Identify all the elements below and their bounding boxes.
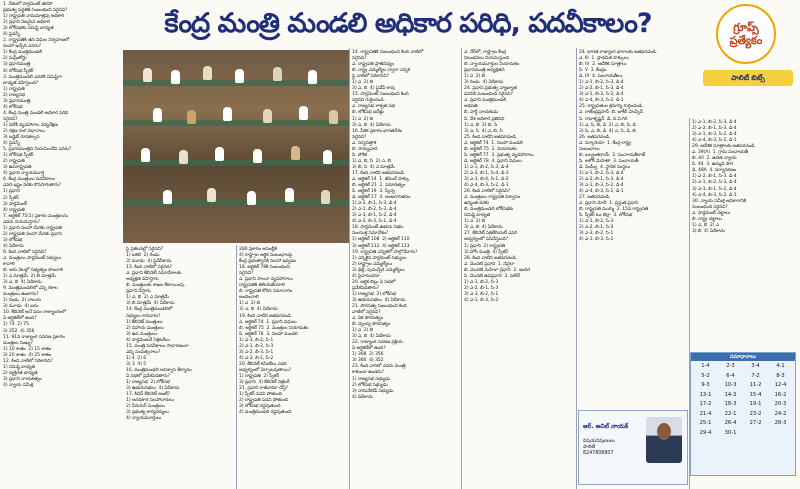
answer-cell: 1-4 bbox=[701, 363, 710, 369]
column-5: ఎ. నేర్‌లో, రాష్ట్రాల కేంద్ర నిబంధనలు నియమిస్తుంది బి. న్యాయమూర్తుల నియామకం ప్రధానమంత్రి అధ్యక్షతన 1) ఎ 2) బి 3) రెండు 4) ఏదీకాదు 24. ప్రధాని ప్రభుత్వ వ్యాఖ్యాత పదవికి సంబంధించి సరైనవి? ఎ. ప్రధాని మంత్రిమండలి అధిపతి బి. పార్టీ నాయకుడు సి. దేశ అధికార ప్రతినిధి 1) ఎ, బి 2) బి, సి 3) ఎ, సి 4) ఎ, బి, సి 25. కింది వాటిని జతపరచండి. ఎ. ఆర్టికల్ 74 1. సలహా మండలి బి. ఆర్టికల్ 75 2. నియామకం సి. ఆర్టికల్ 77 3. ప్రభుత్వ వ్యవహారాలు డి. ఆర్టికల్ 78 4. ప్రధాని విధులు 1) ఎ-1, బి-2, సి-3, డి-4 2) ఎ-2, బి-1, సి-4, డి-3 3) ఎ-3, బి-4, సి-1, డి-2 4) ఎ-4, బి-3, సి-2, డి-1 26. కింది వాటిలో సరైనవి? ఎ. మంత్రులు రాష్ట్రపతి విశ్వాసం ఉన్నంత వరకు బి. మంత్రిమండలి లోక్‌సభకు సమిష్టి బాధ్యత 1) ఎ 2) బి 3) ఎ, బి 4) ఏదీకాదు 27. కేబినెట్ సెక్రటేరియట్ ఎవరి ఆధ్వర్యంలో పనిచేస్తుంది? 1) ప్రధాని 2) రాష్ట్రపతి 3) హోం మంత్రి 4) స్పీకర్ 28. కింది వాటిని జతపరచండి. ఎ. మొదటి ప్రధాని 1. నెహ్రూ బి. మొదటి మహిళా ప్రధాని 2. ఇందిర సి. మొదటి ఉపప్రధాని 3. పటేల్ 1) ఎ-1, బి-2, సి-3 2) ఎ-2, బి-1, సి-3 3) ఎ-3, బి-2, సి-1 4) ఎ-1, బి-3, సి-2 bbox=[464, 50, 534, 303]
answer-cell: 5-2 bbox=[701, 372, 710, 379]
column-7: 1) ఎ-1, బి-2, సి-3, డి-4 2) ఎ-2, బి-1, సి-3, డి-4 3) ఎ-1, బి-3, సి-2, డి-4 4) ఎ-4, బి-3, సి-2, డి-1 29. ఆదేశిక సూత్రాలకు జతపరచండి. ఎ. 39(A) 1. గ్రామ పంచాయతీ బి. 40 2. ఉచిత న్యాయ సి. 44 3. ఉమ్మడి పౌర డి. 48A 4. పర్యావరణం 1) ఎ-2, బి-1, సి-3, డి-4 2) ఎ-1, బి-2, సి-3, డి-4 3) ఎ-3, బి-1, సి-2, డి-4 4) ఎ-4, బి-3, సి-2, డి-1 30. న్యాయ సమీక్ష అధికారానికి సంబంధించి సరైనవి? ఎ. పార్లమెంట్ చట్టాలు బి. రాష్ట్ర చట్టాలు 1) ఎ, బి 2) ఎ 3) బి 4) ఏదీకాదు bbox=[692, 120, 756, 234]
answer-cell: 21-4 bbox=[699, 410, 712, 417]
answers-grid bbox=[691, 361, 795, 439]
answer-cell: 14-3 bbox=[724, 391, 737, 398]
answer-cell: 13-1 bbox=[699, 391, 712, 398]
answer-cell: 25-1 bbox=[699, 420, 712, 426]
answer-cell: 11-2 bbox=[749, 382, 762, 388]
answer-cell: 29-4 bbox=[699, 429, 712, 436]
answer-cell: 4-1 bbox=[776, 363, 785, 369]
answer-cell: 15-4 bbox=[749, 391, 762, 398]
column-6: 24. భారత రాజ్యాంగ భాగాలకు జతపరచండి. ఎ. III 1. ప్రాథమిక హక్కులు బి. IV 2. ఆదేశిక సూత్రాలు సి. V 3. కేంద్రం డి. IX 4. పంచాయతీలు 1) ఎ-1, బి-2, సి-3, డి-4 2) ఎ-2, బి-1, సి-3, డి-4 3) ఎ-1, బి-3, సి-2, డి-4 4) ఎ-4, బి-3, సి-2, డి-1 25. రాష్ట్రపతుల క్రమాన్ని గుర్తించండి. ఎ. రాజేంద్రప్రసాద్ బి. జాకీర్ హుస్సేన్ సి. రాధాకృష్ణన్ డి. వి.వి.గిరి 1) ఎ, సి, బి, డి 2) ఎ, బి, సి, డి 3) సి, ఎ, బి, డి 4) ఎ, సి, డి, బి 26. జతపరచండి. ఎ. సర్కారియా 1. కేంద్ర-రాష్ట్ర సంబంధాలు బి. బల్వంతరాయ్ 2. పంచాయతీరాజ్ సి. అశోక్ మెహతా 3. పంచాయతీ డి. సింఘ్వీ 4. స్థానిక సంస్థలు 1) ఎ-1, బి-2, సి-3, డి-4 2) ఎ-2, బి-1, సి-3, డి-4 3) ఎ-1, బి-3, సి-2, డి-4 4) ఎ-4, బి-3, సి-2, డి-1 27. జతపరచండి. ఎ. ప్రధాని మోదీ 1. ప్రస్తుత ప్రధాని బి. రాష్ట్రపతి ముర్ము 2. 15వ రాష్ట్రపతి సి. స్పీకర్ ఓం బిర్లా 3. లోక్‌సభ 1) ఎ-1, బి-2, సి-3 2) ఎ-2, బి-1, సి-3 3) ఎ-3, బి-2, సి-1 4) ఎ-1, బి-3, సి-2 bbox=[579, 50, 658, 243]
column-2: పై ప్రకటనల్లో సరైనవి? 1) ఒకటి 2) రెండు 3) మూడు 4) పైవేవీకాదు 13. కింది వాటిలో సరైనది? ఎ. ప్రధాని కేబినెట్ సమావేశాలకు అధ్యక్షత వహిస్తారు బి. మంత్రులకు శాఖల కేటాయింపు ప్రధాని చేస్తారు 1) ఎ, బి 2) ఎ మాత్రమే 3) బి మాత్రమే 4) ఏదీకాదు 14. కేంద్ర మంత్రిమండలిలో సభ్యులు కానివారు? 1) కేబినెట్ మంత్రులు 2) సహాయ మంత్రులు 3) ఉప మంత్రులు 4) పార్లమెంటరీ సెక్రటరీలు 15. మంత్రి పదవీకాలం సాధారణంగా ఎన్ని సంవత్సరాలు? 1) 4 2) 6 3) 3 4) 5 16. మంత్రిమండలి అవిశ్వాస తీర్మానం ఏ సభలో ప్రవేశపెడతారు? 1) రాజ్యసభ 2) లోక్‌సభ 3) ఉభయసభలు 4) ఏదీకాదు 17. కిచెన్ కేబినెట్ అంటే? 1) అనధికార సలహాదారులు 2) సీనియర్ మంత్రులు 3) ప్రభుత్వ కార్యదర్శులు 4) న్యాయమూర్తులు bbox=[126, 247, 192, 422]
author-card bbox=[578, 410, 688, 485]
answer-cell: 22-1 bbox=[724, 410, 737, 417]
polity-bits-tag: పాలిటీ బిట్స్ bbox=[703, 70, 793, 86]
answer-cell: 3-4 bbox=[751, 363, 760, 369]
answer-cell: 7-2 bbox=[751, 372, 760, 379]
answer-cell: 28-3 bbox=[774, 420, 787, 426]
answer-cell: 12-4 bbox=[774, 382, 787, 388]
answer-cell: 20-3 bbox=[774, 401, 787, 407]
answers-title: సమాధానాలు bbox=[691, 353, 795, 361]
answer-cell: 23-2 bbox=[749, 410, 762, 417]
answer-cell: 8-3 bbox=[776, 372, 785, 379]
groups-special-badge: గ్రూప్స్ ప్రత్యేకం bbox=[716, 4, 776, 64]
answer-cell: 17-2 bbox=[699, 401, 712, 407]
parliament-photo bbox=[123, 50, 349, 243]
column-1: 1. దేశంలో పార్లమెంట్ తరహా ప్రభుత్వ పద్ధతికి సంబంధించి సరైనవి? 1) రాష్ట్రపతి నామమాత్రపు అధికారి 2) ప్రధాని నిజమైన అధికారి 3) లోక్‌సభకు సమిష్టి బాధ్యత 4) పైవన్నీ 2. రాష్ట్రపతికి తన విధుల నిర్వహణలో సలహా ఇచ్చేది ఎవరు? 1) కేంద్ర మంత్రిమండలి 2) సుప్రీంకోర్టు 3) ప్రధానమంత్రి 4) లోక్‌సభ స్పీకర్ 3. మంత్రిమండలి ఎవరికి సమిష్టిగా బాధ్యత వహిస్తుంది? 1) రాష్ట్రపతి 2) రాజ్యసభ 3) ప్రధానమంత్రి 4) లోక్‌సభ 4. కేంద్ర మంత్రి మండలి అధికార పరిధి సరైనవి? 1) విదేశీ వ్యవహారాల పర్యవేక్షణ 2) రక్షణ రంగ విధానాలు 3) బడ్జెట్ రూపకల్పన 4) పైవన్నీ 5. ప్రధానమంత్రిని నియమించేది ఎవరు? 1) లోక్‌సభ స్పీకర్ 2) రాష్ట్రపతి 3) ఉపరాష్ట్రపతి 4) ప్రధాన న్యాయమూర్తి 6. కేంద్ర మంత్రులు పదవీకాలం ఎవరి ఇష్టం వరకు కొనసాగుతారు? 1) ప్రధాని 2) స్పీకర్ 3) పార్లమెంట్ 4) రాష్ట్రపతి 7. ఆర్టికల్ 75(1) ప్రకారం మంత్రులను ఎవరు నియమిస్తారు? 1) ప్రధాని సలహా మేరకు రాష్ట్రపతి 2) రాష్ట్రపతి సలహా మేరకు ప్రధాని 3) లోక్‌సభ 4) ఏదీకాదు 8. కింది వాటిలో సరైనది? ఎ. మంత్రులు పార్లమెంట్ సభ్యులు కావాలి బి. ఆరు నెలల్లో సభ్యత్వం పొందాలి 1) ఎ మాత్రమే 2) బి మాత్రమే 3) ఎ, బి 4) ఏదీకాదు 9. మంత్రిమండలిలో ఎన్ని రకాల మంత్రులు ఉంటారు? 1) రెండు 2) నాలుగు 3) మూడు 4) ఐదు 10. కేబినెట్ అనే పదం రాజ్యాంగంలో ఏ ఆర్టికల్‌లో ఉంది? 1) 74 2) 75 3) 352 4) 356 11. 91వ రాజ్యాంగ సవరణ ప్రకారం మంత్రుల సంఖ్య? 1) 10 శాతం 2) 15 శాతం 3) 20 శాతం 4) 25 శాతం 12. కింది వాటిలో సరికానిది? 1) సమిష్టి బాధ్యత 2) వ్యక్తిగత బాధ్యత 3) ప్రధాని నాయకత్వం 4) న్యాయ సమీక్ష bbox=[3, 2, 72, 388]
answer-cell: 2-3 bbox=[726, 363, 735, 369]
answer-cell: 30-1 bbox=[724, 429, 737, 436]
answer-cell: 16-2 bbox=[774, 391, 787, 398]
answers-table bbox=[690, 352, 796, 476]
answer-cell: 24-2 bbox=[774, 410, 787, 417]
answer-cell: 26-4 bbox=[724, 420, 737, 426]
author-photo bbox=[646, 417, 682, 463]
column-3: 280 ప్రకారం అసెంబ్లీకి 4) రాష్ట్రాల ఆర్థిక సంబంధాలపై కేంద్ర ప్రభుత్వానికి సలహా ఇవ్వడం 18. ఆర్టికల్ 78కి సంబంధించి సరైనవి? ఎ. ప్రధాని పాలనా వ్యవహారాలు రాష్ట్రపతికి తెలియజేయాలి బి. రాష్ట్రపతి కోరిన సమాచారం అందించాలి 1) ఎ 2) బి 3) ఎ, బి 4) ఏదీకాదు 19. కింది వాటిని జతపరచండి. ఎ. ఆర్టికల్ 74 1. ప్రధాని విధులు బి. ఆర్టికల్ 75 2. మంత్రుల నియామకం సి. ఆర్టికల్ 78 3. సలహా మండలి 1) ఎ-3, బి-2, సి-1 2) ఎ-1, బి-2, సి-3 3) ఎ-2, బి-3, సి-1 4) ఎ-3, బి-1, సి-2 20. కేబినెట్ కమిటీలు ఎవరి ఆధ్వర్యంలో ఏర్పాటవుతాయి? 1) రాష్ట్రపతి 2) స్పీకర్ 3) ప్రధాని 4) కేబినెట్ సెక్రటరీ 21. ప్రధాని రాజీనామా చేస్తే? 1) స్పీకర్ పదవి పోతుంది 2) రాష్ట్రపతి పదవి పోతుంది 3) లోక్‌సభ రద్దవుతుంది 4) మంత్రిమండలి రద్దవుతుంది bbox=[239, 247, 309, 416]
answer-cell: 10-3 bbox=[724, 382, 737, 388]
answer-cell: 19-1 bbox=[749, 401, 762, 407]
author-name: ఆర్. అనిల్ నాయక్ bbox=[583, 423, 629, 430]
column-4: 14. రాష్ట్రపతికి సంబంధించి కింది వాటిలో సరైనవి? ఎ. రాష్ట్రపతి ప్రాతినిధ్యం బి. రాష్ట్ర ఎమ్మెల్యేల ద్వారా ఎన్నిక పై వాటిలో సరికానివి? 1) ఎ 2) బి 3) ఎ, బి 4) పైవేవీ కావు 15. పార్లమెంట్ సంబంధించి కింది సరైనవి గుర్తించండి. ఎ. రాజ్యసభ శాశ్వత సభ బి. లోక్‌సభ ఐదేళ్లు 1) ఎ 2) బి 3) ఎ, బి 4) ఏదీకాదు 16. పీఠిక ప్రకారం భారతదేశం సరైనవి? ఎ. సర్వసత్తాక బి. సామ్యవాద సి. లౌకిక 1) ఎ, బి, సి 2) ఎ, బి 3) బి, సి 4) ఎ మాత్రమే 17. కింది వాటిని జతపరచండి. ఎ. ఆర్టికల్ 14 1. జీవించే హక్కు బి. ఆర్టికల్ 21 2. సమానత్వం సి. ఆర్టికల్ 19 3. స్వేచ్ఛ డి. ఆర్టికల్ 17 4. అంటరానితనం 1) ఎ-2, బి-1, సి-3, డి-4 2) ఎ-1, బి-2, సి-3, డి-4 3) ఎ-3, బి-1, సి-2, డి-4 4) ఎ-2, బి-3, సి-1, డి-4 18. పార్లమెంట్ ఉభయ సభల సంయుక్త సమావేశం? 1) ఆర్టికల్ 108 2) ఆర్టికల్ 110 3) ఆర్టికల్ 112 4) ఆర్టికల్ 123 19. రాష్ట్రపతి ఎన్నికలో పాల్గొనేవారు? 1) ఎన్నికైన పార్లమెంట్ సభ్యులు 2) రాష్ట్రాల ఎమ్మెల్యేలు 3) ఢిల్లీ, పుదుచ్చేరి ఎమ్మెల్యేలు 4) పైవారందరూ 20. ఆర్థిక బిల్లు ఏ సభలో ప్రవేశపెడతారు? 1) రాజ్యసభ 2) లోక్‌సభ 3) ఉభయసభలు 4) ఏదీకాదు 21. పౌరసత్వ సంబంధించి కింది వాటిలో సరైనవి? ఎ. ఏక పౌరసత్వం బి. ద్వంద్వ పౌరసత్వం 1) ఎ 2) బి 3) ఎ, బి 4) ఏదీకాదు 22. రాజ్యాంగ సవరణ ప్రక్రియ ఏ ఆర్టికల్‌లో ఉంది? 1) 368 2) 356 3) 360 4) 352 23. కింది వారిలో ఎవరు మంత్రి కాకుండా ఉండరు? 1) రాజ్యసభ సభ్యుడు 2) లోక్‌సభ సభ్యుడు 3) నామినేటెడ్ సభ్యుడు 4) ఏదీకాదు bbox=[352, 50, 424, 400]
answer-cell: 9-3 bbox=[701, 382, 710, 388]
answer-cell: 18-3 bbox=[724, 401, 737, 407]
author-role: విషయనిపుణులు పాలిటీ 8247808807 bbox=[583, 439, 615, 456]
answer-cell: 6-4 bbox=[726, 372, 735, 379]
answer-cell: 27-2 bbox=[749, 420, 762, 426]
page-title: కేంద్ర మంత్రి మండలి అధికార పరిధి, పదవీకాలం? bbox=[164, 8, 652, 39]
